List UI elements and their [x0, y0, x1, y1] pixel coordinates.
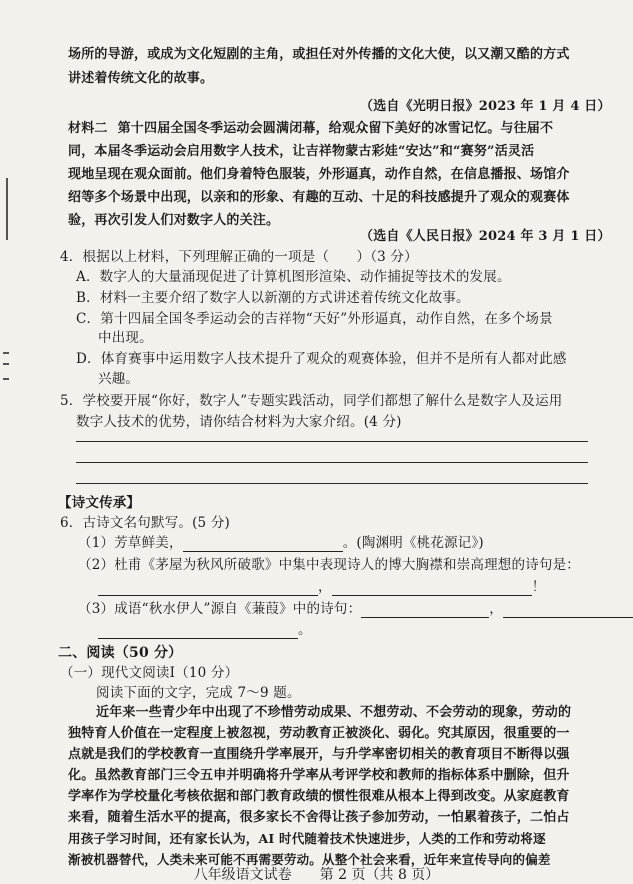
text-line: 讲述着传统文化的故事。 — [68, 71, 214, 86]
option-d[interactable]: D．体育赛事中运用数字人技术提升了观众的观赛体验，但并不是所有人都对此感 — [76, 351, 567, 367]
question-stem: 5．学校要开展“你好，数字人”专题实践活动，同学们都想了解什么是数字人及运用 — [60, 393, 563, 409]
punct: 。 — [298, 622, 312, 638]
text-line: 独特育人价值在一定程度上被忽视，劳动教育正被淡化、弱化。究其原因，很重要的一 — [68, 726, 570, 741]
punct: ！ — [531, 579, 546, 595]
text-line: 用孩子学习时间，还有家长认为，AI 时代随着技术快速进步，人类的工作和劳动将逐 — [68, 831, 546, 846]
option-a[interactable]: A．数字人的大量涌现促进了计算机图形渲染、动作捕捉等技术的发展。 — [76, 269, 511, 285]
fill-item-label: 。(陶渊明《桃花源记》) — [342, 535, 484, 551]
fill-blank[interactable] — [361, 603, 489, 618]
binding-mark — [3, 363, 9, 365]
answer-line[interactable] — [76, 462, 588, 463]
fill-item-label: （1）芳草鲜美， — [78, 535, 183, 551]
instruction: 阅读下面的文字，完成 7～9 题。 — [96, 685, 301, 701]
binding-mark — [6, 178, 8, 240]
fill-blank[interactable] — [183, 537, 343, 552]
text-line: 化。虽然教育部门三令五申并明确将升学率从考评学校和教师的指标体系中删除，但升 — [68, 768, 570, 783]
question-stem: 4．根据以上材料，下列理解正确的一项是（ ）（3 分） — [60, 249, 418, 265]
binding-mark — [3, 352, 9, 354]
fill-blank[interactable] — [98, 581, 318, 596]
question-stem: 6．古诗文名句默写。(5 分) — [60, 515, 231, 531]
text-line: 现地呈现在观众面前。他们身着特色服装，外形逼真，动作自然，在信息播报、场馆介 — [68, 167, 570, 182]
punct: ， — [489, 601, 503, 617]
option-c-cont: 中出现。 — [98, 330, 153, 346]
source-citation: （选自《光明日报》2023 年 1 月 4 日） — [360, 99, 611, 114]
text-line: 来看，随着生活水平的提高，很多家长不舍得让孩子参加劳动，一怕累着孩子，二怕占 — [68, 810, 570, 825]
option-b[interactable]: B．材料一主要介绍了数字人以新潮的方式讲述着传统文化故事。 — [76, 290, 470, 306]
fill-item-label: （3）成语“秋水伊人”源自《蒹葭》中的诗句： — [78, 601, 362, 617]
subsection-heading: （一）现代文阅读Ⅰ（10 分） — [60, 665, 239, 681]
material-label: 材料二 — [68, 121, 108, 136]
fill-blank[interactable] — [503, 603, 633, 618]
text-line: 同，本届冬季运动会启用数字人技术，让吉祥物蒙古彩娃“安达”和“赛努”活灵活 — [68, 144, 535, 159]
text-line: 渐被机器替代，人类未来可能不再需要劳动。从整个社会来看，近年来宣传导向的偏差 — [68, 852, 551, 867]
option-d-cont: 兴趣。 — [98, 371, 140, 387]
answer-line[interactable] — [76, 441, 588, 442]
text-line: 第十四届全国冬季运动会圆满闭幕，给观众留下美好的冰雪记忆。与往届不 — [117, 121, 554, 136]
fill-blank[interactable] — [98, 624, 298, 639]
text-line: 学率作为学校量化考核依据和部门教育政绩的惯性很难从根本上得到改变。从家庭教育 — [68, 789, 570, 804]
text-line: 绍等多个场景中出现，以亲和的形象、有趣的互动、十足的科技感提升了观众的观赛体 — [68, 190, 570, 205]
source-citation: （选自《人民日报》2024 年 3 月 1 日） — [360, 229, 611, 244]
text-line: 验，再次引发人们对数字人的关注。 — [68, 213, 280, 228]
section-heading: 二、阅读（50 分） — [58, 645, 183, 661]
question-stem-cont: 数字人技术的优势，请你结合材料为大家介绍。(4 分) — [76, 414, 402, 430]
text-line: 近年来一些青少年中出现了不珍惜劳动成果、不想劳动、不会劳动的现象，劳动的 — [96, 705, 572, 720]
fill-blank[interactable] — [332, 581, 532, 596]
binding-mark — [3, 378, 9, 380]
fill-item-label: （2）杜甫《茅屋为秋风所破歌》中集中表现诗人的博大胸襟和崇高理想的诗句是： — [78, 557, 580, 573]
text-line: 点就是我们的学校教育一直围绕升学率展开，与升学率密切相关的教育项目不断得以强 — [68, 747, 570, 762]
punct: ， — [318, 579, 332, 595]
page-footer: 八年级语文试卷 第 2 页（共 8 页） — [193, 867, 440, 883]
option-c[interactable]: C．第十四届全国冬季运动会的吉祥物“天好”外形逼真，动作自然，在多个场景 — [76, 311, 553, 327]
answer-line[interactable] — [76, 483, 588, 484]
section-heading: 【诗文传承】 — [58, 495, 141, 511]
text-line: 场所的导游，或成为文化短剧的主角，或担任对外传播的文化大使，以又潮又酷的方式 — [68, 47, 570, 62]
